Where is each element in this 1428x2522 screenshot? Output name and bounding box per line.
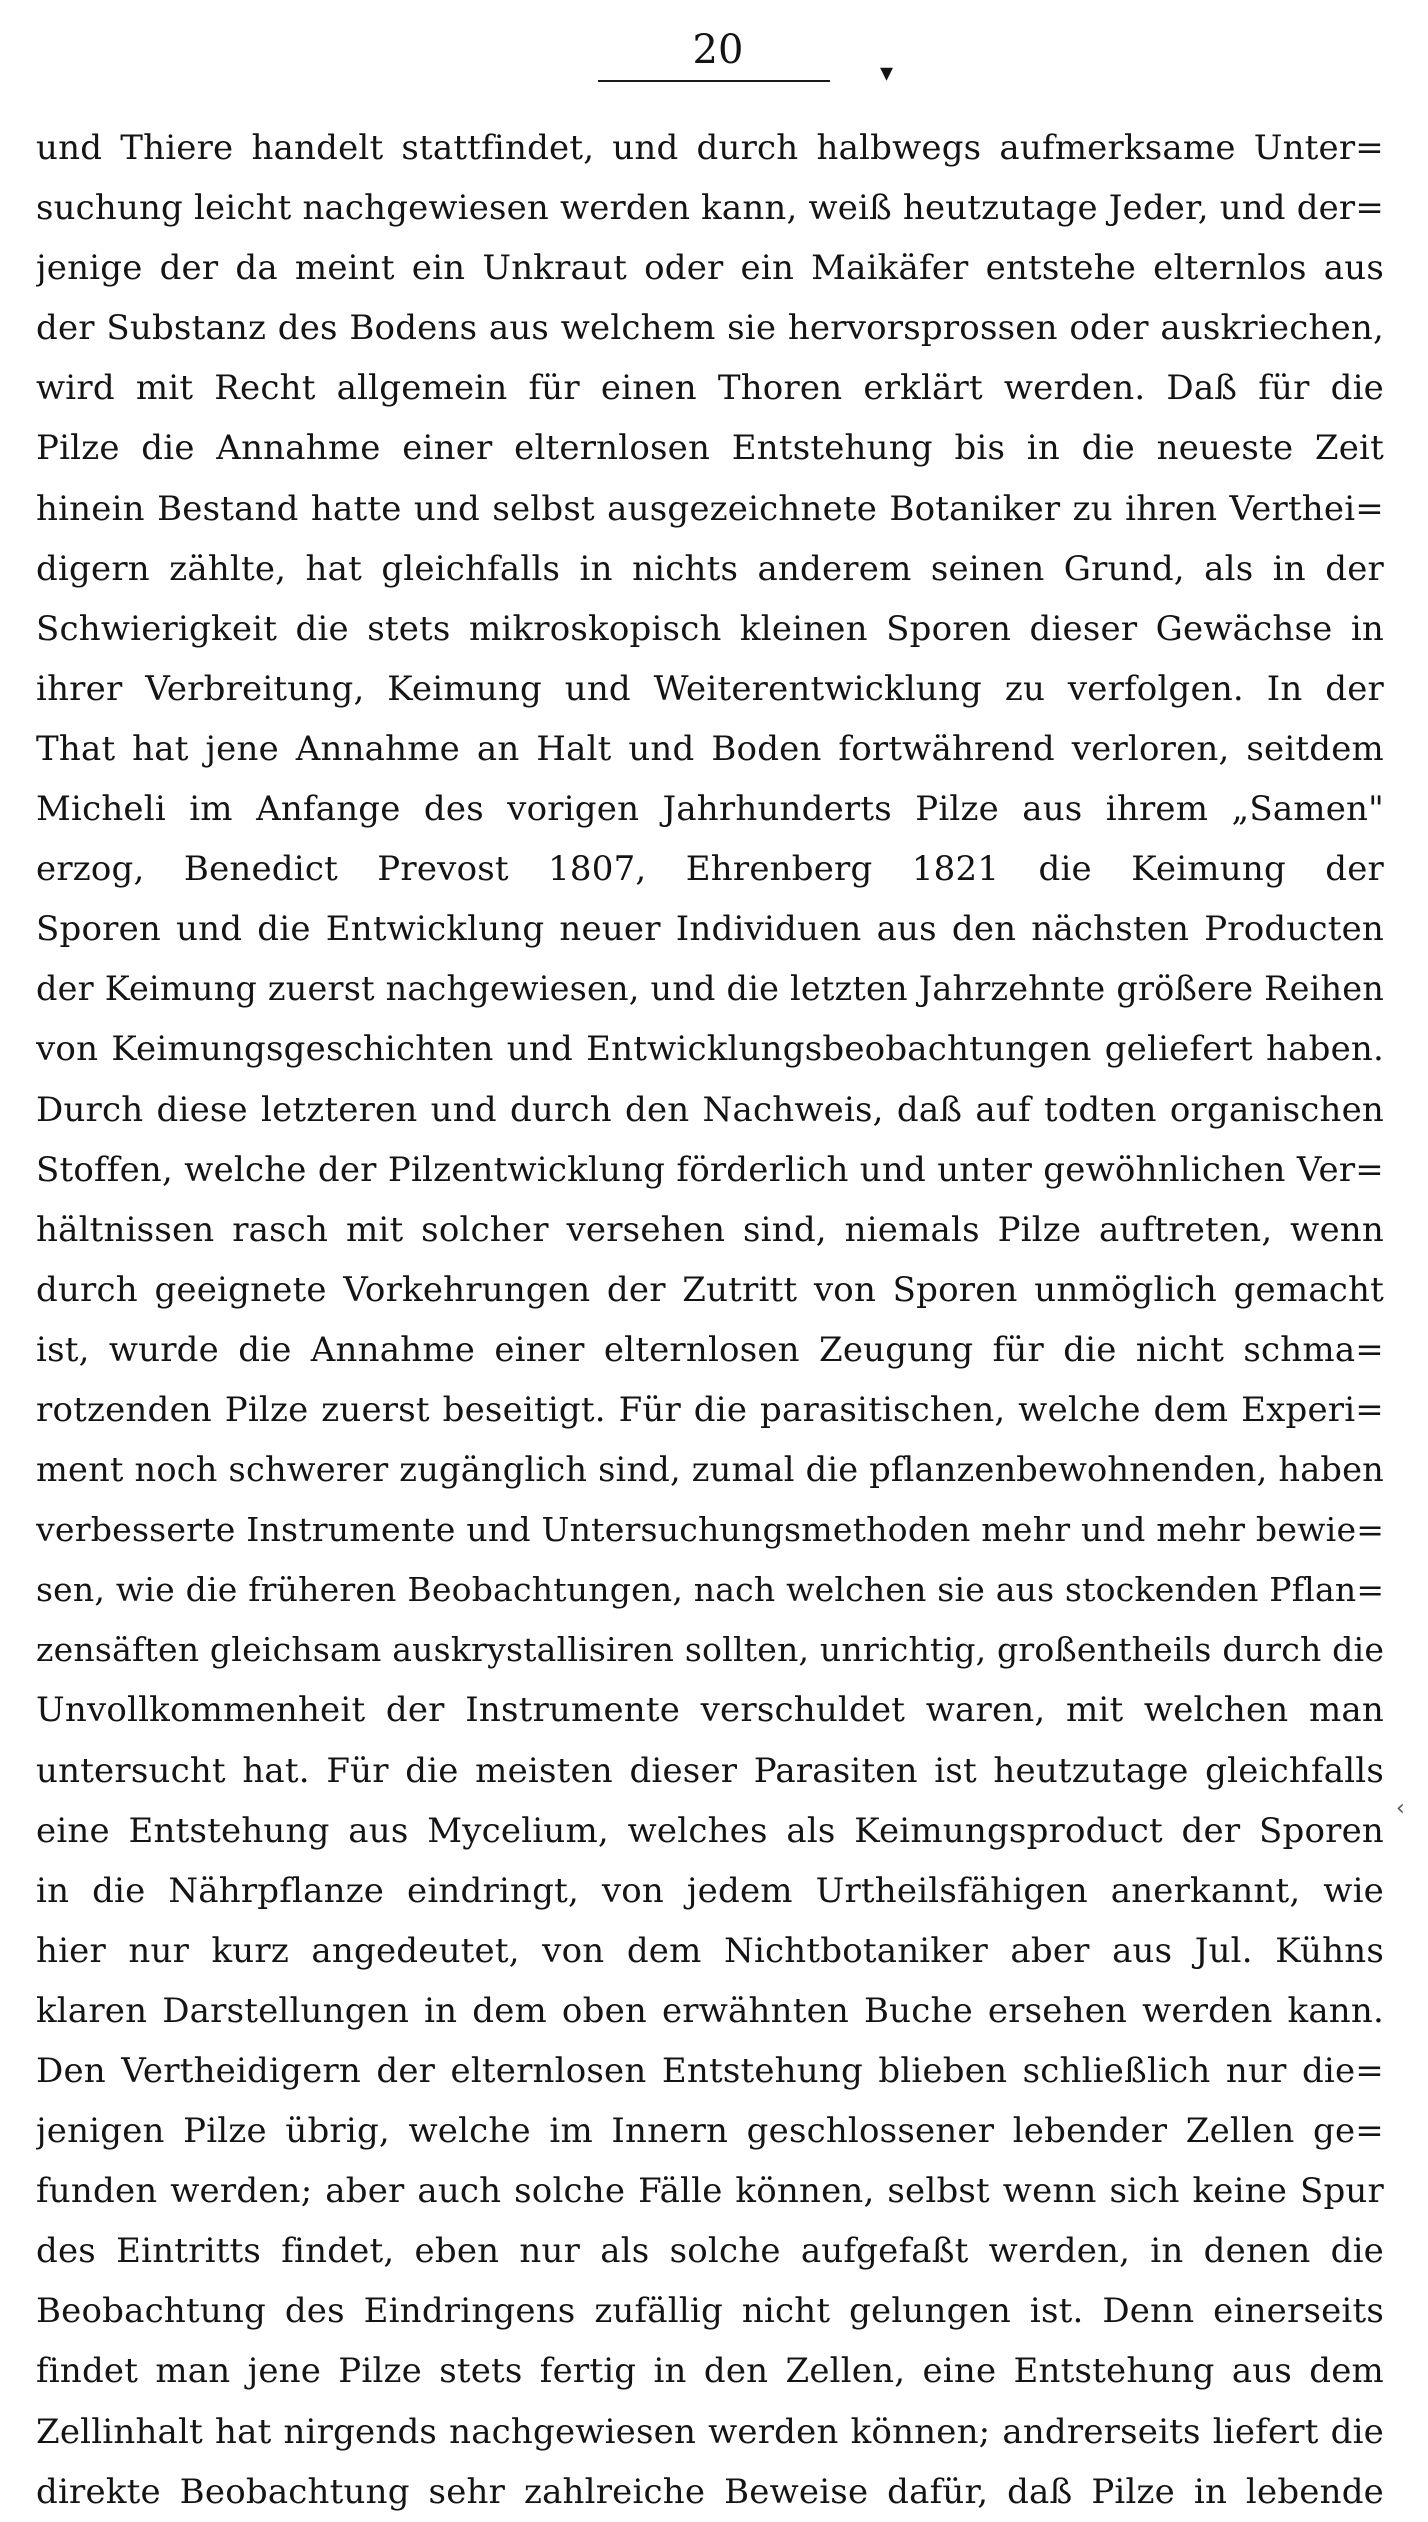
text-line: ihrer Verbreitung, Keimung und Weiterentwicklung zu verfolgen. In der [36, 668, 1384, 709]
text-line: Beobachtung des Eindringens zufällig nicht gelungen ist. Denn einerseits [36, 2291, 1384, 2332]
text-line: ist, wurde die Annahme einer elternlosen Zeugung für die nicht schma= [36, 1329, 1384, 1370]
text-line: der Keimung zuerst nachgewiesen, und die letzten Jahrzehnte größere Reihen [36, 969, 1384, 1009]
text-line: rotzenden Pilze zuerst beseitigt. Für die parasitischen, welche dem Experi= [36, 1389, 1384, 1430]
header-rule [598, 80, 830, 82]
text-line: suchung leicht nachgewiesen werden kann, weiß heutzutage Jeder, und der= [36, 188, 1384, 229]
text-line: Schwierigkeit die stets mikroskopisch kleinen Sporen dieser Gewächse in [36, 608, 1384, 649]
text-line: Unvollkommenheit der Instrumente verschuldet waren, mit welchen man [36, 1690, 1384, 1731]
text-line: untersucht hat. Für die meisten dieser Parasiten ist heutzutage gleichfalls [36, 1750, 1384, 1791]
text-line: wird mit Recht allgemein für einen Thoren erklärt werden. Daß für die [36, 368, 1384, 409]
text-line: jenigen Pilze übrig, welche im Innern geschlossener lebender Zellen ge= [36, 2111, 1384, 2152]
text-line: sen, wie die früheren Beobachtungen, nach welchen sie aus stockenden Pflan= [36, 1570, 1384, 1610]
text-line: findet man jene Pilze stets fertig in den Zellen, eine Entstehung aus dem [36, 2351, 1384, 2392]
text-line: Durch diese letzteren und durch den Nachweis, daß auf todten organischen [36, 1089, 1384, 1130]
text-line: durch geeignete Vorkehrungen der Zutritt von Sporen unmöglich gemacht [36, 1269, 1384, 1310]
text-line: funden werden; aber auch solche Fälle können, selbst wenn sich keine Spur [36, 2171, 1384, 2212]
header-mark: ▾ [880, 58, 894, 88]
text-line: ment noch schwerer zugänglich sind, zumal die pflanzenbewohnenden, haben [36, 1450, 1384, 1490]
text-line: digern zählte, hat gleichfalls in nichts anderem seinen Grund, als in der [36, 548, 1384, 589]
text-line: Pilze die Annahme einer elternlosen Entstehung bis in die neueste Zeit [36, 428, 1384, 469]
text-line: der Substanz des Bodens aus welchem sie hervorsprossen oder auskriechen, [36, 308, 1384, 349]
text-line: des Eintritts findet, eben nur als solche aufgefaßt werden, in denen die [36, 2231, 1384, 2272]
text-line: erzog, Benedict Prevost 1807, Ehrenberg 1821 die Keimung der [36, 849, 1384, 890]
text-line: zensäften gleichsam auskrystallisiren sollten, unrichtig, großentheils durch die [36, 1630, 1384, 1670]
body-text [36, 118, 1384, 2522]
text-line: hinein Bestand hatte und selbst ausgezeichnete Botaniker zu ihren Verthei= [36, 488, 1384, 529]
text-line: Zellinhalt hat nirgends nachgewiesen werden können; andrerseits liefert die [36, 2411, 1384, 2452]
text-line: klaren Darstellungen in dem oben erwähnten Buche ersehen werden kann. [36, 1990, 1384, 2031]
text-line: verbesserte Instrumente und Untersuchungsmethoden mehr und mehr bewie= [36, 1510, 1384, 1550]
text-line: hältnissen rasch mit solcher versehen sind, niemals Pilze auftreten, wenn [36, 1209, 1384, 1250]
text-line: Den Vertheidigern der elternlosen Entstehung blieben schließlich nur die= [36, 2051, 1384, 2091]
text-line: von Keimungsgeschichten und Entwicklungsbeobachtungen geliefert haben. [36, 1029, 1384, 1070]
text-line: That hat jene Annahme an Halt und Boden fortwährend verloren, seitdem [36, 728, 1384, 769]
text-line: eine Entstehung aus Mycelium, welches als Keimungsproduct der Sporen [36, 1810, 1384, 1851]
text-line: direkte Beobachtung sehr zahlreiche Beweise dafür, daß Pilze in lebende [36, 2471, 1384, 2512]
page-number: 20 [692, 27, 744, 73]
text-line: in die Nährpflanze eindringt, von jedem Urtheilsfähigen anerkannt, wie [36, 1870, 1384, 1911]
text-line: jenige der da meint ein Unkraut oder ein Maikäfer entstehe elternlos aus [36, 248, 1384, 289]
margin-mark: ‹ [1396, 1796, 1405, 1821]
text-line: Stoffen, welche der Pilzentwicklung förderlich und unter gewöhnlichen Ver= [36, 1149, 1384, 1190]
text-line: Micheli im Anfange des vorigen Jahrhunderts Pilze aus ihrem „Samen" [36, 789, 1384, 830]
page-header [0, 22, 1428, 92]
text-line: hier nur kurz angedeutet, von dem Nichtbotaniker aber aus Jul. Kühns [36, 1930, 1384, 1971]
text-line: Sporen und die Entwicklung neuer Individuen aus den nächsten Producten [36, 909, 1384, 950]
text-line: und Thiere handelt stattfindet, und durch halbwegs aufmerksame Unter= [36, 128, 1384, 168]
